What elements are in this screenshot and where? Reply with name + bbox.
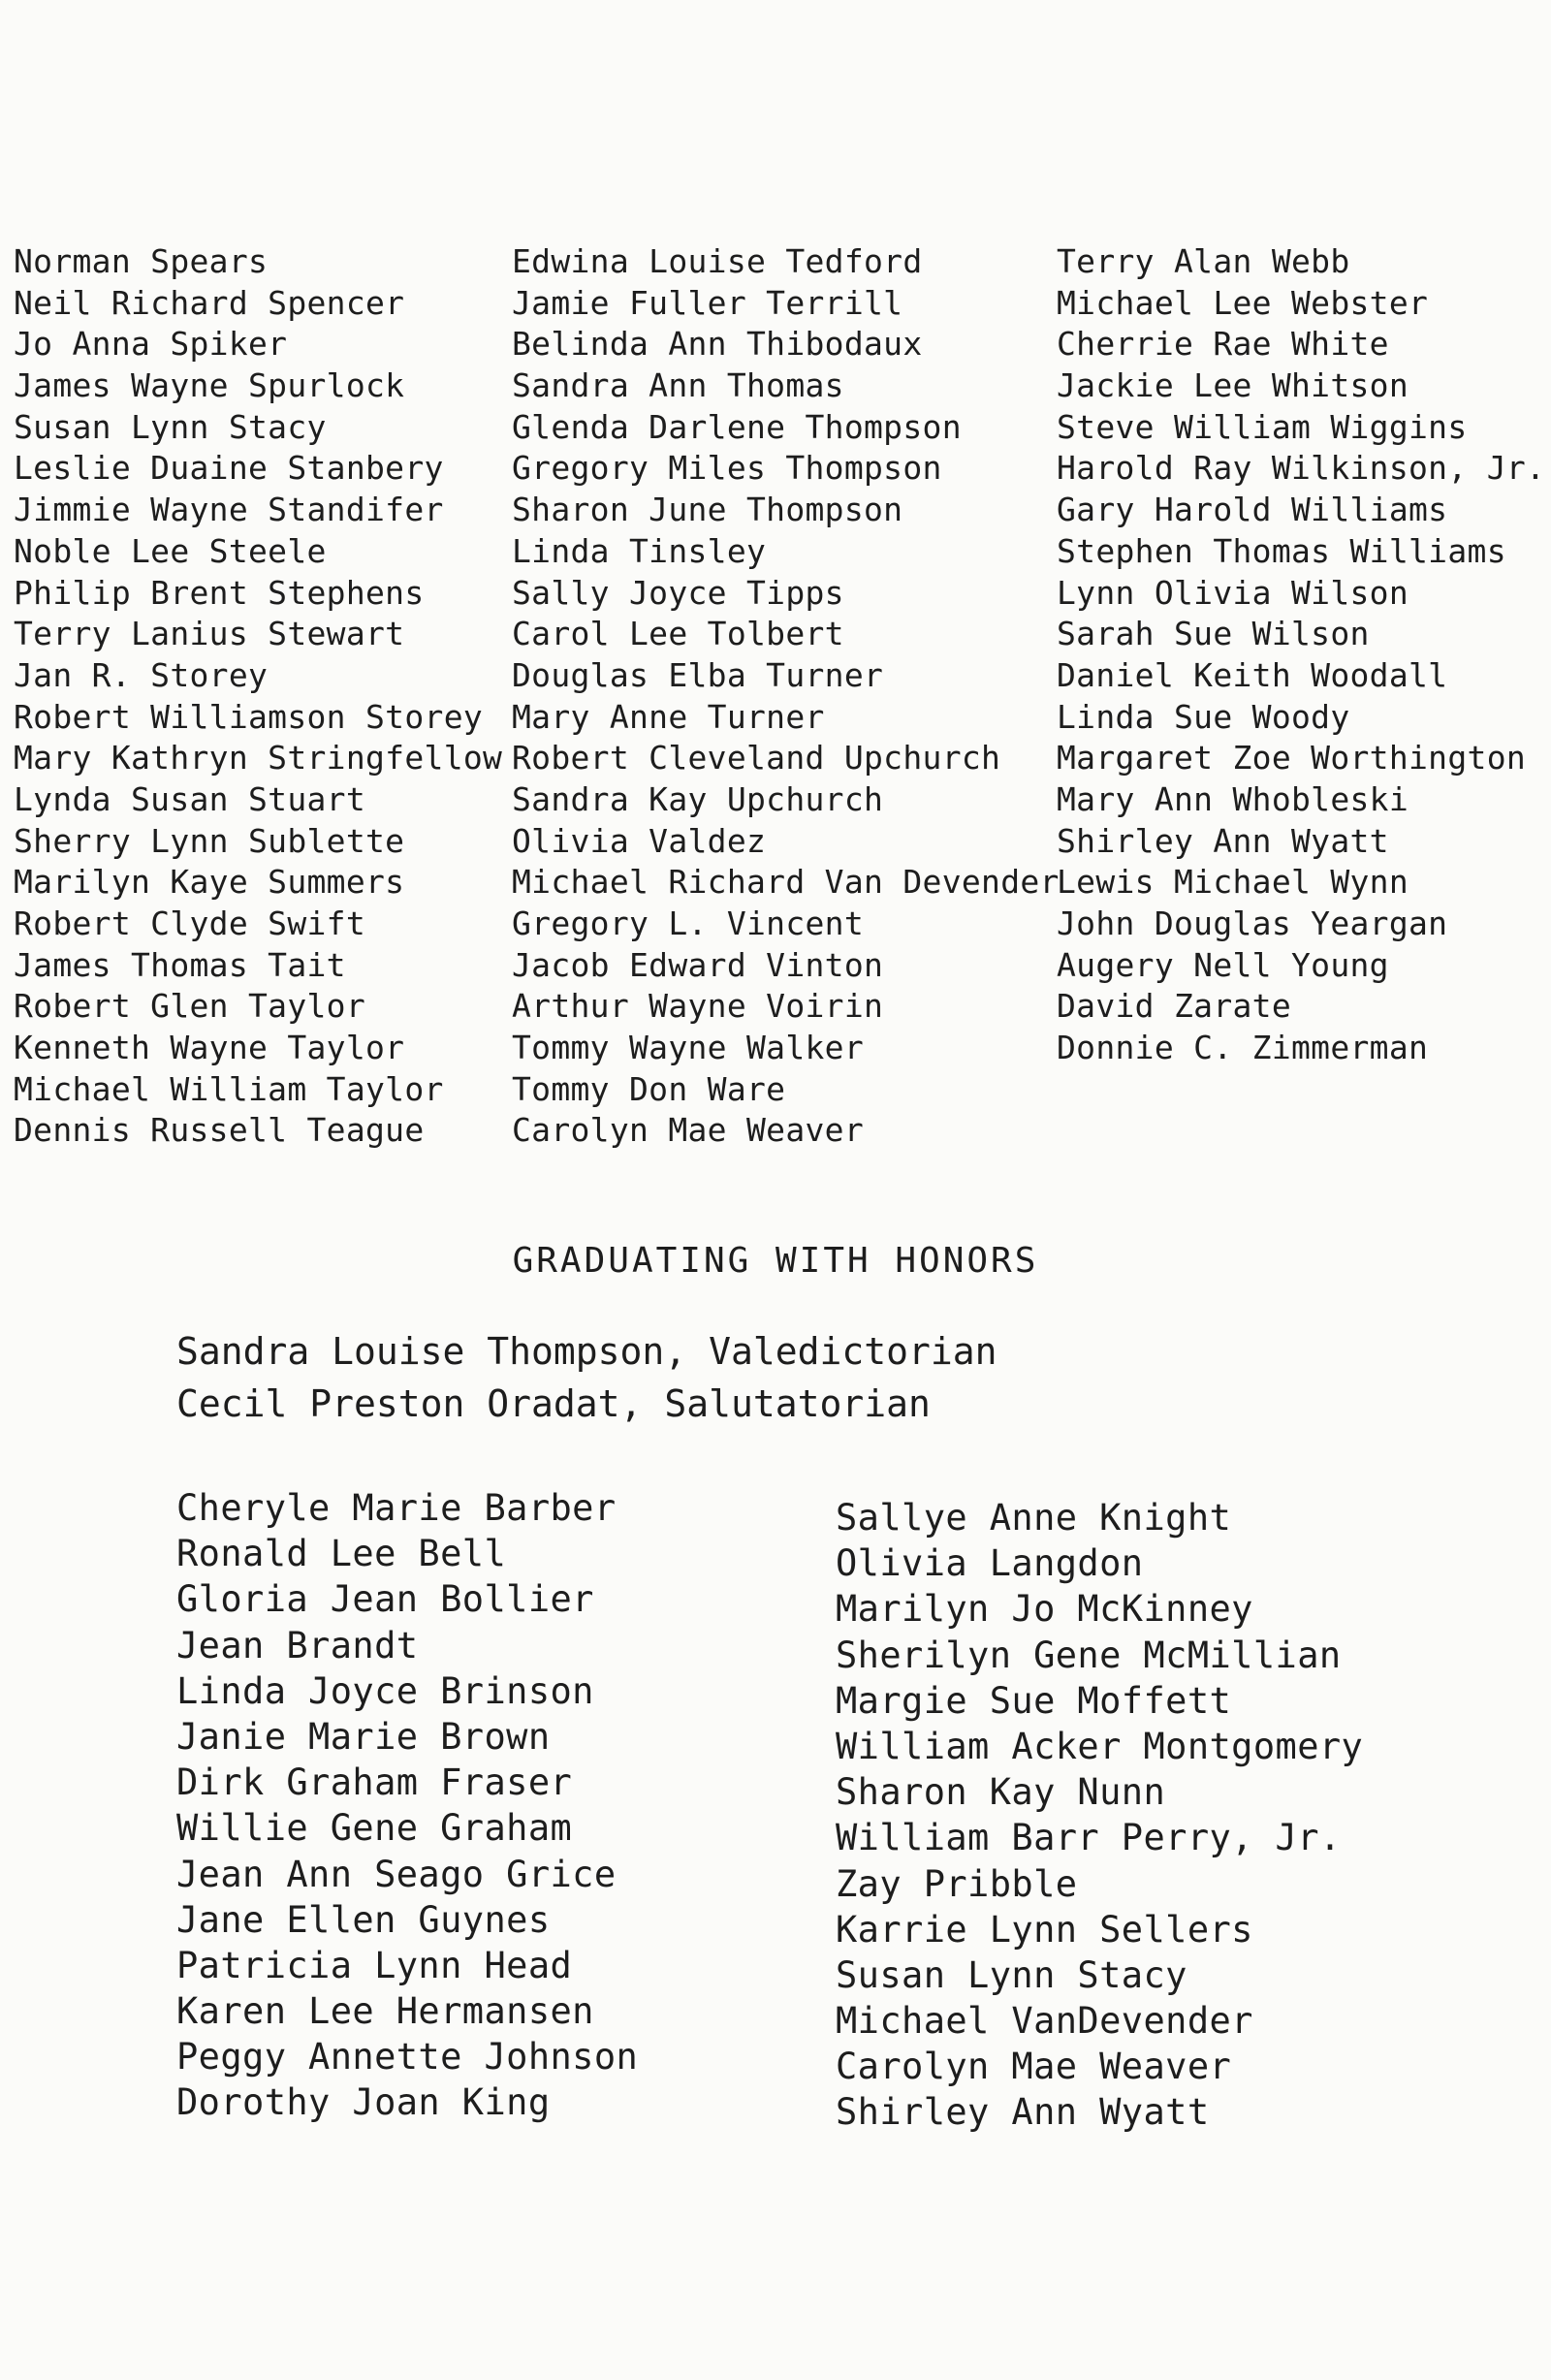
name-entry: Willie Gene Graham xyxy=(176,1807,573,1850)
name-entry: Sherilyn Gene McMillian xyxy=(836,1634,1342,1676)
name-entry: Linda Tinsley xyxy=(512,531,767,570)
name-entry: Sandra Ann Thomas xyxy=(512,366,844,405)
name-entry: Susan Lynn Stacy xyxy=(14,407,327,446)
name-entry: Ronald Lee Bell xyxy=(176,1533,507,1575)
name-entry: James Wayne Spurlock xyxy=(14,366,405,405)
name-entry: Terry Lanius Stewart xyxy=(14,615,405,653)
honors-heading: GRADUATING WITH HONORS xyxy=(512,1241,1039,1281)
valedictorian: Sandra Louise Thompson, Valedictorian xyxy=(176,1330,997,1373)
name-entry: Janie Marie Brown xyxy=(176,1715,551,1758)
name-entry: Donnie C. Zimmerman xyxy=(1057,1029,1429,1067)
name-entry: Gregory L. Vincent xyxy=(512,904,865,942)
name-entry: Susan Lynn Stacy xyxy=(836,1953,1187,1996)
name-entry: Carolyn Mae Weaver xyxy=(512,1111,865,1150)
name-entry: Linda Sue Woody xyxy=(1057,697,1350,736)
graduates-column-3 xyxy=(1057,241,1545,1069)
name-entry: Lynn Olivia Wilson xyxy=(1057,573,1409,612)
name-entry: Dirk Graham Fraser xyxy=(176,1761,573,1804)
name-entry: Robert Glen Taylor xyxy=(14,987,366,1026)
name-entry: William Barr Perry, Jr. xyxy=(836,1817,1342,1859)
name-entry: Sarah Sue Wilson xyxy=(1057,615,1370,653)
graduates-column-1 xyxy=(14,241,502,1152)
name-entry: Noble Lee Steele xyxy=(14,531,327,570)
graduates-column-2 xyxy=(512,241,1060,1152)
name-entry: Mary Ann Whobleski xyxy=(1057,779,1409,818)
name-entry: Gregory Miles Thompson xyxy=(512,449,942,488)
name-entry: Lewis Michael Wynn xyxy=(1057,863,1409,902)
name-entry: Linda Joyce Brinson xyxy=(176,1669,594,1712)
name-entry: Karrie Lynn Sellers xyxy=(836,1908,1253,1951)
name-entry: Douglas Elba Turner xyxy=(512,655,884,694)
name-entry: Daniel Keith Woodall xyxy=(1057,655,1448,694)
name-entry: Glenda Darlene Thompson xyxy=(512,407,962,446)
name-entry: Stephen Thomas Williams xyxy=(1057,531,1506,570)
name-entry: Zay Pribble xyxy=(836,1862,1078,1905)
name-entry: Jacob Edward Vinton xyxy=(512,945,884,984)
name-entry: Terry Alan Webb xyxy=(1057,242,1350,280)
name-entry: Jackie Lee Whitson xyxy=(1057,366,1409,405)
salutatorian: Cecil Preston Oradat, Salutatorian xyxy=(176,1382,931,1425)
name-entry: Steve William Wiggins xyxy=(1057,407,1468,446)
name-entry: Jamie Fuller Terrill xyxy=(512,283,903,322)
name-entry: Robert Clyde Swift xyxy=(14,904,366,942)
name-entry: Jo Anna Spiker xyxy=(14,325,288,364)
name-entry: Harold Ray Wilkinson, Jr. xyxy=(1057,449,1546,488)
name-entry: Sharon June Thompson xyxy=(512,491,903,529)
name-entry: Cheryle Marie Barber xyxy=(176,1487,617,1529)
name-entry: William Acker Montgomery xyxy=(836,1725,1364,1767)
name-entry: Leslie Duaine Stanbery xyxy=(14,449,444,488)
name-entry: Robert Williamson Storey xyxy=(14,697,484,736)
name-entry: Mary Anne Turner xyxy=(512,697,825,736)
name-entry: Arthur Wayne Voirin xyxy=(512,987,884,1026)
name-entry: Cherrie Rae White xyxy=(1057,325,1389,364)
name-entry: Jan R. Storey xyxy=(14,655,269,694)
name-entry: Patricia Lynn Head xyxy=(176,1944,573,1986)
name-entry: Sallye Anne Knight xyxy=(836,1497,1232,1539)
name-entry: Shirley Ann Wyatt xyxy=(836,2091,1210,2134)
name-entry: Lynda Susan Stuart xyxy=(14,779,366,818)
name-entry: Belinda Ann Thibodaux xyxy=(512,325,923,364)
name-entry: Tommy Don Ware xyxy=(512,1069,786,1108)
name-entry: Michael Lee Webster xyxy=(1057,283,1429,322)
name-entry: Gloria Jean Bollier xyxy=(176,1578,594,1621)
name-entry: Norman Spears xyxy=(14,242,269,280)
name-entry: Dorothy Joan King xyxy=(176,2081,551,2124)
name-entry: Karen Lee Hermansen xyxy=(176,1990,594,2033)
name-entry: Augery Nell Young xyxy=(1057,945,1389,984)
name-entry: Philip Brent Stephens xyxy=(14,573,425,612)
name-entry: Olivia Langdon xyxy=(836,1542,1144,1585)
name-entry: Margaret Zoe Worthington xyxy=(1057,739,1527,777)
honors-list-left xyxy=(176,1485,638,2126)
name-entry: Carolyn Mae Weaver xyxy=(836,2046,1232,2088)
name-entry: Michael VanDevender xyxy=(836,2000,1253,2043)
name-entry: Mary Kathryn Stringfellow xyxy=(14,739,503,777)
name-entry: Jimmie Wayne Standifer xyxy=(14,491,444,529)
name-entry: Jane Ellen Guynes xyxy=(176,1898,551,1941)
name-entry: James Thomas Tait xyxy=(14,945,346,984)
name-entry: Carol Lee Tolbert xyxy=(512,615,844,653)
name-entry: Edwina Louise Tedford xyxy=(512,242,923,280)
name-entry: Jean Ann Seago Grice xyxy=(176,1853,617,1895)
name-entry: Olivia Valdez xyxy=(512,821,767,860)
name-entry: Sandra Kay Upchurch xyxy=(512,779,884,818)
name-entry: Jean Brandt xyxy=(176,1624,419,1666)
name-entry: Kenneth Wayne Taylor xyxy=(14,1029,405,1067)
name-entry: Sherry Lynn Sublette xyxy=(14,821,405,860)
name-entry: Marilyn Jo McKinney xyxy=(836,1588,1253,1631)
name-entry: Michael William Taylor xyxy=(14,1069,444,1108)
name-entry: David Zarate xyxy=(1057,987,1292,1026)
name-entry: Neil Richard Spencer xyxy=(14,283,405,322)
name-entry: Shirley Ann Wyatt xyxy=(1057,821,1389,860)
honors-list-right xyxy=(836,1495,1363,2136)
name-entry: Sharon Kay Nunn xyxy=(836,1771,1166,1814)
name-entry: John Douglas Yeargan xyxy=(1057,904,1448,942)
name-entry: Robert Cleveland Upchurch xyxy=(512,739,1001,777)
name-entry: Sally Joyce Tipps xyxy=(512,573,844,612)
name-entry: Tommy Wayne Walker xyxy=(512,1029,865,1067)
name-entry: Gary Harold Williams xyxy=(1057,491,1448,529)
name-entry: Peggy Annette Johnson xyxy=(176,2036,639,2079)
name-entry: Margie Sue Moffett xyxy=(836,1679,1232,1722)
name-entry: Michael Richard Van Devender xyxy=(512,863,1060,902)
name-entry: Marilyn Kaye Summers xyxy=(14,863,405,902)
name-entry: Dennis Russell Teague xyxy=(14,1111,425,1150)
